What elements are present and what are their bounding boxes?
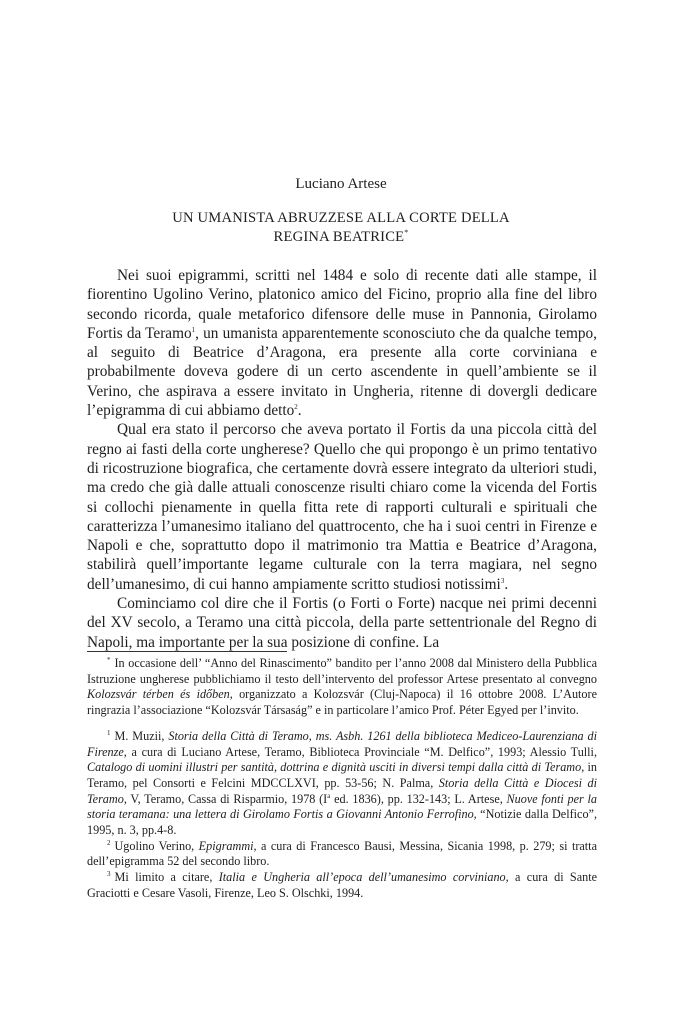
footnote-star: [87, 656, 597, 719]
article-body: [87, 266, 597, 652]
footnote-1: [87, 729, 597, 839]
footnote-3: [87, 870, 597, 901]
footnote-3-text-2: a cura di Sante Graciotti e Cesare Vasoli, Firenze, Leo S. Olschki, 1994.: [87, 870, 598, 900]
title-line-2-text: REGINA BEATRICE: [273, 229, 405, 245]
footnote-1-italic-3: Storia della Città e Diocesi di Teramo: [87, 775, 597, 806]
footnote-2-text-1: Ugolino Verino,: [114, 838, 199, 853]
paragraph-2-part-c: .: [504, 575, 509, 593]
title-line-1: UN UMANISTA ABRUZZESE ALLA CORTE DELLA: [172, 210, 510, 226]
footnote-divider: [87, 651, 287, 652]
footnote-star-italic-1: Kolozsvár térben és időben: [87, 687, 230, 702]
footnote-2-mark: 2: [107, 838, 111, 847]
footnotes: [87, 656, 597, 902]
footnote-3-mark: 3: [107, 870, 111, 879]
footnote-3-italic-1: Italia e Ungheria all’epoca dell’umanesimo corviniano,: [218, 870, 509, 885]
footnote-2: [87, 839, 597, 870]
footnote-2-text-2: , a cura di Francesco Bausi, Messina, Sicania 1998, p. 279; si tratta dell’epigramma 52 del secondo libro.: [87, 838, 597, 869]
footnote-1-mark: 1: [107, 728, 111, 737]
footnote-1-italic-1: Storia della Città di Teramo, ms. Asbh. 1261 della biblioteca Mediceo-Laurenziana di Firenze: [87, 728, 598, 759]
paragraph-1-part-c: .: [297, 402, 302, 420]
paragraph-2: [87, 420, 597, 594]
footnote-ref-2[interactable]: 2: [294, 402, 298, 411]
footnote-1-text-4: , V, Teramo, Cassa di Risparmio, 1978 (I: [123, 791, 328, 806]
footnote-ref-1[interactable]: 1: [191, 325, 196, 334]
article-title: [0, 209, 682, 247]
footnote-1-superscript: a: [327, 791, 331, 800]
footnote-3-text-1: Mi limito a citare,: [114, 870, 219, 885]
footnote-1-text-1: M. Muzii,: [114, 728, 169, 743]
footnote-star-mark: *: [107, 655, 111, 664]
footnote-1-text-6: “Notizie dalla Delfico”, 1995, n. 3, pp.4-8.: [87, 807, 597, 838]
author-name: Luciano Artese: [295, 176, 387, 192]
paragraph-1: [87, 266, 597, 420]
title-line-2: [0, 228, 682, 247]
paragraph-2-part-a: Qual era stato il percorso che aveva portato il Fortis da una piccola città del regno ai fasti della corte ungherese? Quello che qui propongo è un primo tentativo di ricostruzione biografica, che certamente dovrà essere integrato da ulteriori studi, ma credo che già dalle attuali conoscenze risulti chiaro come la vicenda del Fortis si collochi pienamente in quella fitta rete di rapporti culturali e spirituali che caratterizza l’umanesimo italiano del quattrocento, che ha i suoi centri in Firenze e Napoli e che, soprattutto dopo il matrimonio tra Mattia e Beatrice d’Aragona, stabilirà quell’importante legame culturale con la terra magiara, nel segno dell’umanesimo, di cui hanno ampiamente scritto studiosi notissimi: [87, 421, 597, 593]
footnote-ref-3[interactable]: 3: [500, 576, 505, 585]
paragraph-1-part-b: , un umanista apparentemente sconosciuto che da qualche tempo, al seguito di Beatrice d’Aragona, era presente alla corte corviniana e probabilmente doveva godere di un certo ascendente in quell’ambiente se il Verino, che aspirava a essere invitato in Ungheria, ritenne di dovergli dedicare l’epigramma di cui abbiamo detto: [87, 324, 597, 420]
footnote-star-text-2: , organizzato a Kolozsvár (Cluj-Napoca) il 16 ottobre 2008. L’Autore ringrazia l’associazione “Kolozsvár Társaság” e in particolare l’amico Prof. Péter Egyed per l’invito.: [87, 687, 597, 718]
title-footnote-mark[interactable]: *: [404, 228, 409, 238]
footnote-2-italic-1: Epigrammi: [198, 838, 254, 853]
paragraph-3: Cominciamo col dire che il Fortis (o Forti o Forte) nacque nei primi decenni del XV secolo, a Teramo una città piccola, della parte settentrionale del Regno di Napoli, ma importante per la sua posizione di confine. La: [87, 595, 597, 651]
footnote-star-text-1: In occasione dell’ “Anno del Rinascimento” bandito per l’anno 2008 dal Ministero della Pubblica Istruzione ungherese pubblichiamo il testo dell’intervento del professor Artese presentato al convegno: [87, 656, 597, 686]
paragraph-1-part-a: Nei suoi epigrammi, scritti nel 1484 e solo di recente dati alle stampe, il fiorentino Ugolino Verino, platonico amico del Ficino, proprio alla fine del libro secondo ricorda, quale metaforico difensore delle muse in Pannonia, Girolamo Fortis da Teramo: [87, 267, 597, 342]
footnote-1-italic-2: Catalogo di uomini illustri per santità, dottrina e dignità usciti in diversi tempi dalla città di Teramo: [87, 760, 582, 775]
footnote-1-italic-4: Nuove fonti per la storia teramana: una lettera di Girolamo Fortis a Giovanni Antonio Ferrofino,: [87, 791, 597, 822]
footnote-1-text-5: ed. 1836), pp. 132-143; L. Artese,: [330, 791, 507, 806]
footnote-1-text-3: , in Teramo, pel Consorti e Felcini MDCCLXVI, pp. 53-56; N. Palma,: [87, 760, 597, 790]
footnote-1-text-2: , a cura di Luciano Artese, Teramo, Biblioteca Provinciale “M. Delfico”, 1993; Alessio Tulli,: [123, 744, 597, 759]
